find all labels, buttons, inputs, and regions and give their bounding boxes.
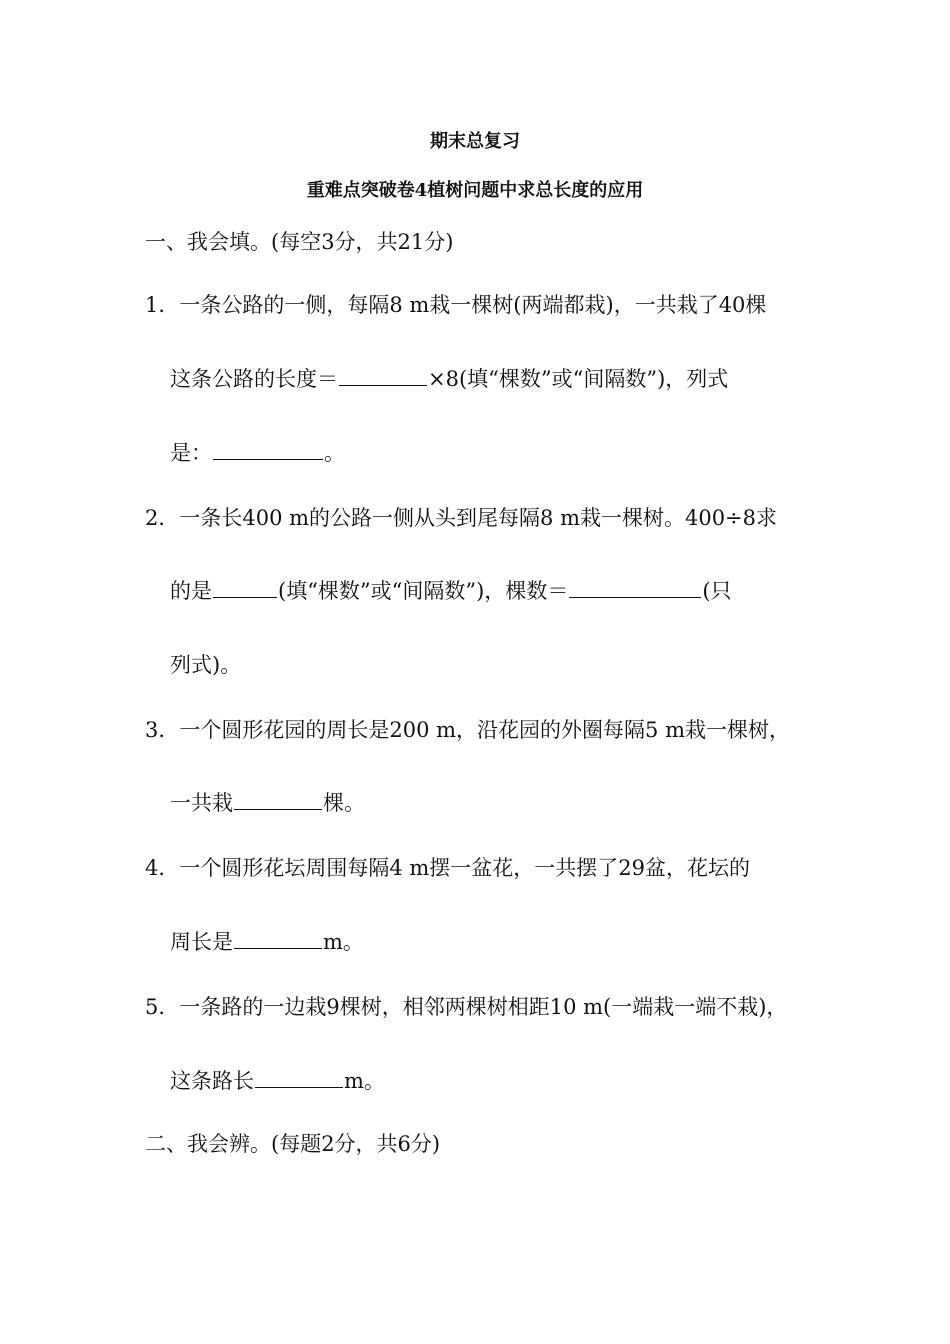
q1-line3-text-a: 是：	[170, 441, 212, 465]
q3-line2-text-a: 一共栽	[170, 791, 233, 815]
q2-line2-text-b: (填“棵数”或“间隔数”)，棵数＝	[278, 579, 569, 603]
q5-line2-text-b: m。	[344, 1069, 385, 1093]
q4-blank[interactable]	[234, 928, 322, 949]
q5-line1: 5．一条路的一边栽9棵树，相邻两棵树相距10 m(一端栽一端不栽)，	[145, 995, 788, 1019]
q2-line2-text-c: (只	[702, 579, 732, 603]
section2-heading: 二、我会辨。(每题2分，共6分)	[145, 1132, 441, 1156]
q2-line2	[170, 576, 732, 606]
q1-line3	[170, 438, 345, 468]
q2-line1: 2．一条长400 m的公路一侧从头到尾每隔8 m栽一棵树。400÷8求	[145, 506, 778, 530]
q5-line2-text-a: 这条路长	[170, 1069, 254, 1093]
q3-blank[interactable]	[234, 789, 322, 810]
q5-blank[interactable]	[255, 1067, 343, 1088]
q1-line2	[170, 364, 728, 394]
q2-line3: 列式)。	[170, 653, 242, 677]
q3-line2-text-b: 棵。	[323, 791, 365, 815]
q3-line1: 3．一个圆形花园的周长是200 m，沿花园的外圈每隔5 m栽一棵树，	[145, 718, 790, 742]
section1-heading: 一、我会填。(每空3分，共21分)	[145, 230, 454, 254]
q2-blank-2[interactable]	[569, 577, 701, 598]
q4-line2-text-b: m。	[323, 930, 364, 954]
q1-blank-2[interactable]	[213, 439, 323, 460]
q5-line2	[170, 1066, 385, 1096]
q1-line2-text-a: 这条公路的长度＝	[170, 367, 338, 391]
q1-line2-text-b: ×8(填“棵数”或“间隔数”)，列式	[428, 367, 729, 391]
page-title: 期末总复习	[430, 131, 520, 152]
q1-line1: 1．一条公路的一侧，每隔8 m栽一棵树(两端都栽)，一共栽了40棵	[145, 293, 767, 317]
q4-line1: 4．一个圆形花坛周围每隔4 m摆一盆花，一共摆了29盆，花坛的	[145, 856, 751, 880]
q4-line2-text-a: 周长是	[170, 930, 233, 954]
q1-line3-text-b: 。	[324, 441, 345, 465]
q1-blank-1[interactable]	[339, 365, 427, 386]
page-subtitle: 重难点突破卷4植树问题中求总长度的应用	[306, 180, 644, 201]
q2-line2-text-a: 的是	[170, 579, 212, 603]
q2-blank-1[interactable]	[213, 577, 277, 598]
q3-line2	[170, 788, 365, 818]
q4-line2	[170, 927, 364, 957]
